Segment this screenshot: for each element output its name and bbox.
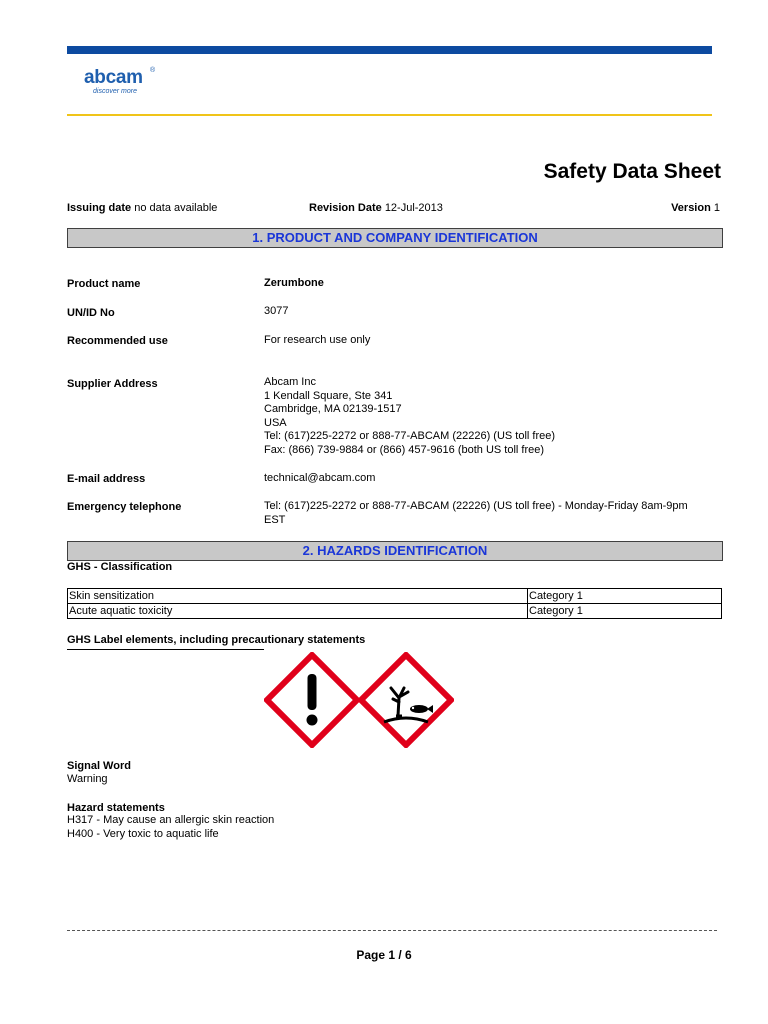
supplier-line: Cambridge, MA 02139-1517 (264, 403, 402, 415)
unid-label: UN/ID No (67, 307, 115, 319)
abcam-logo (84, 68, 184, 98)
emergency-telephone-label: Emergency telephone (67, 501, 182, 513)
logo-text: abcam (84, 67, 143, 88)
header-blue-bar (67, 46, 712, 54)
revision-date-value: 12-Jul-2013 (384, 202, 443, 214)
version-label: Version (671, 202, 711, 214)
supplier-line: 1 Kendall Square, Ste 341 (264, 389, 393, 402)
section-2-heading: 2. HAZARDS IDENTIFICATION (67, 541, 723, 561)
email-label: E-mail address (67, 473, 146, 485)
revision-date-label: Revision Date (309, 202, 382, 214)
version (671, 201, 720, 215)
recommended-use-label: Recommended use (67, 335, 168, 347)
footer-rule (67, 930, 717, 931)
hazard-statement: H400 - Very toxic to aquatic life (67, 827, 219, 840)
table-row (68, 604, 722, 619)
supplier-address (264, 376, 724, 457)
supplier-line: Fax: (866) 739-9884 or (866) 457-9616 (both US toll free) (264, 443, 545, 456)
emergency-line: Tel: (617)225-2272 or 888-77-ABCAM (22226) (US toll free) - Monday-Friday 8am-9pm (264, 500, 688, 512)
environment-pictogram-icon (358, 652, 454, 748)
issuing-date (67, 201, 217, 215)
signal-word-value: Warning (67, 773, 108, 785)
issuing-date-value: no data available (134, 202, 218, 214)
logo-tagline: discover more (93, 88, 137, 95)
exclamation-mark-pictogram-icon (264, 652, 360, 748)
hazard-category: Category 1 (528, 589, 722, 604)
ghs-classification-label: GHS - Classification (67, 561, 173, 573)
label-elements-title: GHS Label elements, including precautionary statements (67, 634, 366, 646)
revision-date (309, 201, 443, 215)
emergency-line: EST (264, 513, 286, 526)
signal-word-label: Signal Word (67, 760, 131, 772)
hazard-statements-label: Hazard statements (67, 802, 165, 814)
classification-table (67, 588, 722, 619)
label-elements-underline (67, 649, 264, 650)
supplier-address-label: Supplier Address (67, 378, 158, 390)
hazard-statements (67, 814, 274, 841)
document-title: Safety Data Sheet (543, 160, 721, 183)
email-value: technical@abcam.com (264, 472, 376, 484)
supplier-line: Tel: (617)225-2272 or 888-77-ABCAM (22226) (US toll free) (264, 430, 556, 442)
supplier-line: Abcam Inc (264, 376, 316, 388)
header-yellow-rule (67, 114, 712, 116)
page-number: Page 1 / 6 (356, 948, 412, 962)
recommended-use-value: For research use only (264, 334, 371, 346)
product-name-value: Zerumbone (264, 277, 324, 289)
unid-value: 3077 (264, 305, 289, 317)
version-value: 1 (713, 202, 720, 214)
hazard-class: Skin sensitization (68, 589, 528, 604)
table-row (68, 589, 722, 604)
logo-registered-mark: ® (150, 67, 156, 74)
hazard-statement: H317 - May cause an allergic skin reaction (67, 814, 275, 826)
product-name-label: Product name (67, 278, 141, 290)
hazard-class: Acute aquatic toxicity (68, 604, 528, 619)
hazard-category: Category 1 (528, 604, 722, 619)
section-1-heading: 1. PRODUCT AND COMPANY IDENTIFICATION (67, 228, 723, 248)
emergency-telephone (264, 500, 724, 527)
supplier-line: USA (264, 416, 287, 429)
issuing-date-label: Issuing date (67, 202, 132, 214)
